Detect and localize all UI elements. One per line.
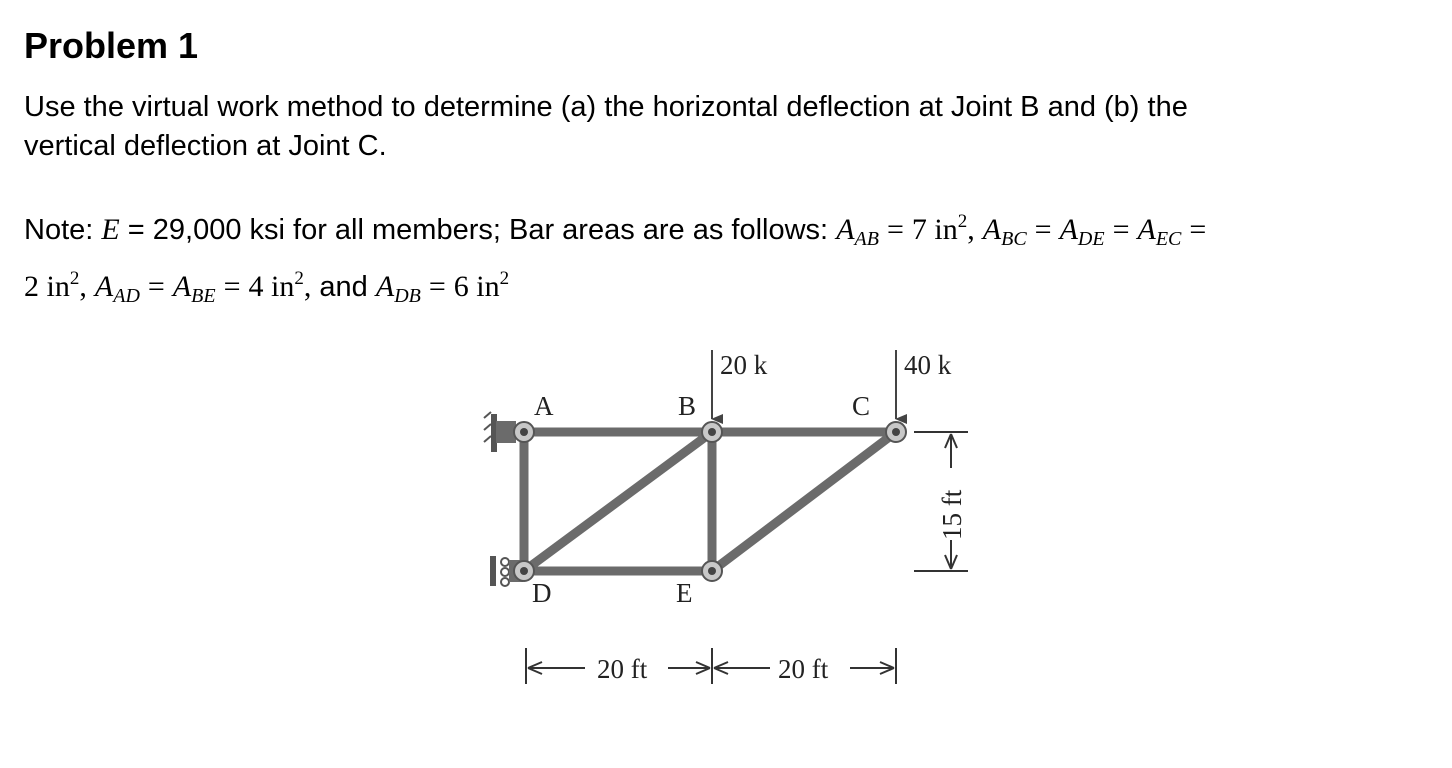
dimension-height: 15 ft bbox=[937, 489, 967, 540]
statement-line-1: Use the virtual work method to determine (a) the horizontal deflection at Joint B and (b) the bbox=[24, 91, 1188, 123]
comma: , bbox=[79, 270, 87, 303]
horizontal-dimension bbox=[526, 648, 896, 684]
area-BE-sub: BE bbox=[191, 285, 216, 307]
equals-sign: = bbox=[147, 270, 165, 303]
superscript: 2 bbox=[957, 211, 968, 232]
area-EC-symbol: A bbox=[1137, 213, 1156, 246]
joint-label-B: B bbox=[678, 391, 697, 421]
area-AB-symbol: A bbox=[836, 213, 855, 246]
member-EC bbox=[712, 432, 896, 571]
area-4-value: 4 in bbox=[248, 270, 295, 303]
statement-line-2: vertical deflection at Joint C. bbox=[24, 130, 387, 162]
area-EC-sub: EC bbox=[1155, 228, 1182, 250]
page-title: Problem 1 bbox=[24, 25, 199, 66]
load-label-C: 40 k bbox=[904, 350, 952, 380]
area-AB-sub: AB bbox=[854, 228, 879, 250]
dimension-span-1: 20 ft bbox=[597, 654, 648, 684]
area-BC-symbol: A bbox=[982, 213, 1002, 246]
note-lead: Note: bbox=[24, 214, 94, 246]
joint-D bbox=[514, 561, 534, 581]
joint-label-A: A bbox=[534, 391, 554, 421]
joint-label-C: C bbox=[852, 391, 871, 421]
joint-C bbox=[886, 422, 906, 442]
area-AD-sub: AD bbox=[113, 285, 140, 307]
area-AD-symbol: A bbox=[94, 270, 114, 303]
area-BC-sub: BC bbox=[1001, 228, 1027, 250]
support-A bbox=[484, 412, 516, 452]
area-DE-symbol: A bbox=[1059, 213, 1078, 246]
area-BE-symbol: A bbox=[172, 270, 192, 303]
modulus-value: = 29,000 ksi for all members; Bar areas are as follows: bbox=[127, 214, 829, 246]
equals-sign: = bbox=[886, 213, 904, 246]
superscript: 2 bbox=[499, 268, 510, 289]
joint-A bbox=[514, 422, 534, 442]
and-word: and bbox=[319, 271, 368, 303]
area-AB-value: 7 in bbox=[911, 213, 958, 246]
joint-B bbox=[702, 422, 722, 442]
dimension-span-2: 20 ft bbox=[778, 654, 829, 684]
area-2-value: 2 in bbox=[24, 270, 70, 303]
equals-sign: = bbox=[1112, 213, 1130, 246]
superscript: 2 bbox=[69, 268, 80, 289]
load-label-B: 20 k bbox=[720, 350, 768, 380]
member-DB bbox=[524, 432, 712, 571]
comma: , bbox=[967, 213, 975, 246]
modulus-symbol: E bbox=[101, 213, 120, 246]
area-DE-sub: DE bbox=[1077, 228, 1105, 250]
equals-sign: = bbox=[1034, 213, 1052, 246]
comma: , bbox=[303, 270, 312, 303]
equals-sign: = bbox=[428, 270, 446, 303]
joint-label-D: D bbox=[532, 578, 552, 608]
area-DB-symbol: A bbox=[375, 270, 395, 303]
equals-sign: = bbox=[223, 270, 241, 303]
joint-label-E: E bbox=[676, 578, 693, 608]
superscript: 2 bbox=[294, 268, 304, 289]
area-DB-sub: DB bbox=[394, 285, 421, 307]
truss-members bbox=[524, 432, 896, 571]
joint-E bbox=[702, 561, 722, 581]
area-6-value: 6 in bbox=[453, 270, 500, 303]
equals-sign: = bbox=[1189, 213, 1207, 246]
